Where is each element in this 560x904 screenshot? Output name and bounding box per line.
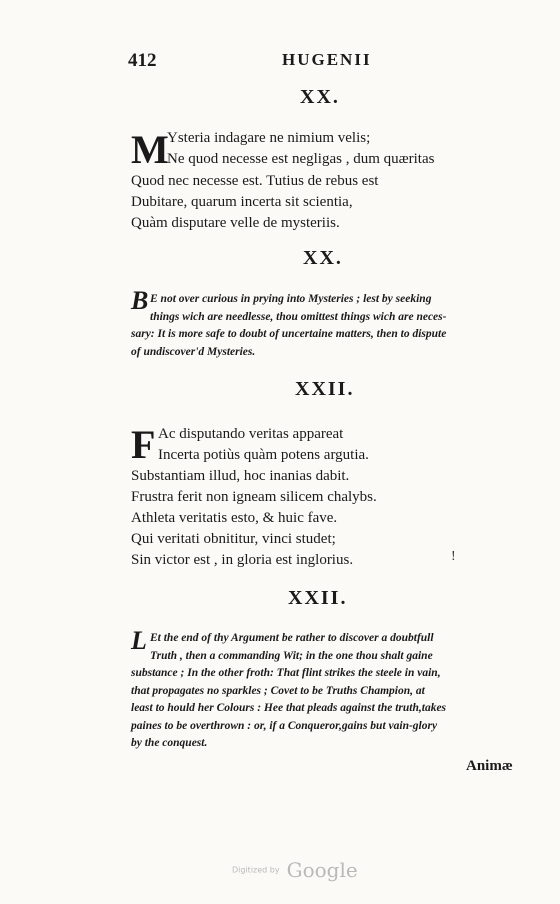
verse-line: Ne quod necesse est negligas , dum quæritas: [167, 151, 435, 167]
text-line: least to hould her Colours : Hee that pleads against the truth,takes: [131, 702, 447, 714]
verse-line: Frustra ferit non igneam silicem chalybs.: [131, 489, 377, 505]
verse-line: Athleta veritatis esto, & huic fave.: [131, 510, 338, 526]
latin-verse-1c: [131, 171, 378, 234]
text-line: that propagates no sparkles ; Covet to be Truths Champion, at: [131, 684, 425, 697]
digitized-by-label: Digitized by: [232, 865, 280, 875]
text-line: substance ; In the other froth: That flint strikes the steele in vain,: [131, 667, 441, 679]
section-heading-english-2: XXII.: [288, 587, 348, 609]
english-paragraph-1b: [131, 326, 531, 361]
verse-line: Ysteria indagare ne nimium velis;: [167, 130, 371, 146]
catchword: Animæ: [466, 758, 513, 774]
margin-mark: !: [451, 549, 456, 564]
english-paragraph-2a: [150, 630, 550, 665]
text-line: Truth , then a commanding Wit; in the one thou shalt gaine: [150, 649, 433, 662]
text-line: of undiscover'd Mysteries.: [131, 345, 256, 358]
text-line: by the conquest.: [131, 737, 208, 749]
verse-line: Substantiam illud, hoc inanias dabit.: [131, 468, 350, 484]
section-heading-latin-1: XX.: [300, 86, 340, 108]
text-line: E not over curious in prying into Mysteries ; lest by seeking: [150, 293, 432, 305]
drop-cap-english-1: B: [131, 286, 149, 315]
drop-cap-latin-1: M: [131, 127, 169, 172]
text-line: paines to be overthrown : or, if a Conqueror,gains but vain-glory: [131, 719, 438, 732]
text-line: things wich are needlesse, thou omittest things wich are neces-: [150, 310, 447, 323]
page-number: 412: [128, 50, 157, 71]
verse-line: Quod nec necesse est. Tutius de rebus est: [131, 173, 379, 189]
text-line: sary: It is more safe to doubt of uncertaine matters, then to dispute: [131, 328, 447, 340]
verse-line: Quàm disputare velle de mysteriis.: [131, 215, 340, 231]
running-head: HUGENII: [282, 50, 372, 69]
text-line: Et the end of thy Argument be rather to discover a doubtfull: [150, 632, 434, 644]
verse-line: Ac disputando veritas appareat: [158, 426, 344, 442]
drop-cap-latin-2: F: [131, 422, 156, 467]
english-paragraph-1a: [150, 291, 550, 326]
latin-verse-2a: [158, 424, 369, 466]
drop-cap-english-2: L: [131, 626, 147, 655]
verse-line: Dubitare, quarum incerta sit scientia,: [131, 194, 353, 210]
latin-verse-1: [167, 128, 370, 149]
verse-line: Incerta potiùs quàm potens argutia.: [158, 447, 369, 463]
section-heading-english-1: XX.: [303, 247, 343, 269]
verse-line: Sin victor est , in gloria est inglorius.: [131, 552, 354, 568]
latin-verse-1b: [167, 149, 434, 170]
digitization-footer: [232, 858, 358, 882]
english-paragraph-2b: [131, 665, 531, 753]
verse-line: Qui veritati obnititur, vinci studet;: [131, 531, 336, 547]
latin-verse-2b: [131, 466, 377, 571]
google-logo: Google: [286, 858, 358, 882]
section-heading-latin-2: XXII.: [295, 378, 355, 400]
